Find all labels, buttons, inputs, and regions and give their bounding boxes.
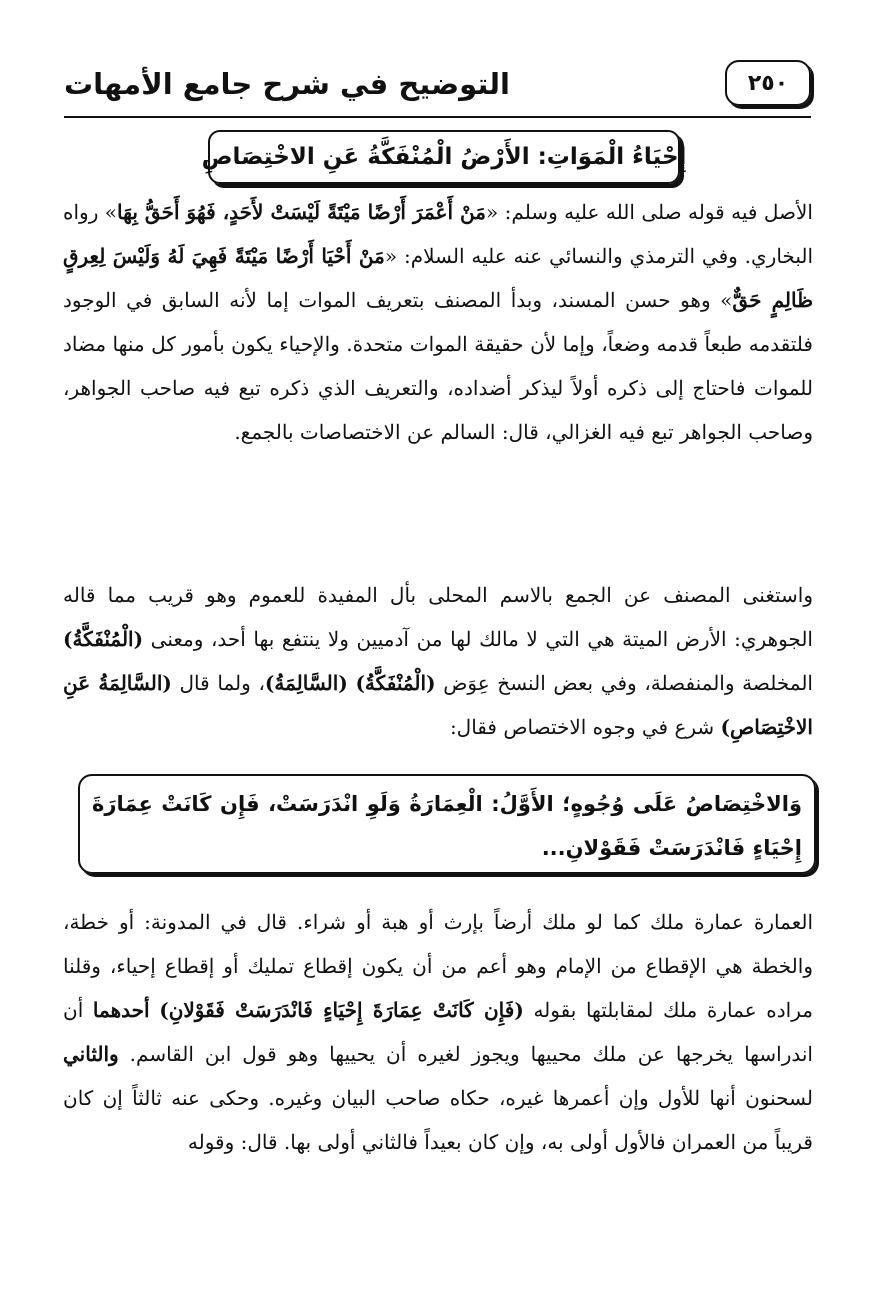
- text: المخلصة والمنفصلة، وفي بعض النسخ عِوَض: [435, 671, 813, 695]
- hadith-quote-2: مَنْ أَحْيَا أَرْضًا مَيْتَةً فَهِيَ لَهُ وَلَيْسَ لِعِرقٍ ظَالِمٍ حَقٌّ: [63, 244, 813, 312]
- quoted-term: (السَّالِمَةُ): [264, 671, 348, 695]
- text: ، ولما قال: [171, 671, 265, 695]
- text: العمارة عمارة ملك كما لو ملك أرضاً بإرث أو هبة أو شراء. قال في المدونة: أو خطة، والخطة هي الإقطاع من الإمام وهو أعم من أن يكون إقطاع تمليك أو إقطاع إحياء، وقلنا مراده عمارة ملك لمقابلتها بقوله: [63, 910, 813, 1022]
- paragraph-2: [63, 573, 813, 749]
- text: شرع في وجوه الاختصاص فقال:: [449, 715, 721, 739]
- quoted-term: والثاني: [63, 1042, 119, 1066]
- quoted-term: أحدهما: [92, 998, 150, 1022]
- running-title: التوضيح في شرح جامع الأمهات: [64, 67, 511, 101]
- hadith-quote-1: مَنْ أَعْمَرَ أَرْضًا مَيْتَةً لَيْسَتْ لأَحَدٍ، فَهُوَ أَحَقُّ بِهَا: [117, 200, 486, 224]
- text: لسحنون أنها للأول وإن أعمرها غيره، حكاه صاحب البيان وغيره. وحكى عنه ثالثاً إن كان قريباً من العمران فالأول أولى به، وإن كان بعيداً فالثاني أولى بها. قال: وقوله: [63, 1086, 813, 1154]
- text: الأصل فيه قوله صلى الله عليه وسلم: «: [486, 200, 813, 224]
- text: [150, 998, 160, 1022]
- text: » وهو حسن المسند، وبدأ المصنف بتعريف الموات إما لأنه السابق في الوجود فلتقدمه طبعاً قدمه وضعاً، وإما لأن حقيقة الموات متحدة. والإحياء يكون بأمور كل منها مضاد للموات فاحتاج إلى ذكره أولاً ليذكر أضداده، والتعريف الذي ذكره تبع فيه صاحب الجواهر، وصاحب الجواهر تبع فيه الغزالي، قال: السالم عن الاختصاصات بالجمع.: [63, 288, 813, 444]
- text: » رواه البخاري. وفي الترمذي والنسائي عنه عليه السلام: «: [63, 200, 814, 268]
- paragraph-3: [63, 900, 813, 1164]
- header-rule: [64, 116, 811, 118]
- page-number: ٢٥٠: [725, 60, 811, 106]
- running-header: [64, 58, 811, 116]
- quoted-term: (فَإِن كَانَتْ عِمَارَةَ إِحْيَاءٍ فَانْدَرَسَتْ فَقَوْلانِ): [159, 998, 524, 1022]
- paragraph-1: [63, 190, 813, 454]
- text: واستغنى المصنف عن الجمع بالاسم المحلى بأل المفيدة للعموم وهو قريب مما قاله الجوهري: الأرض الميتة هي التي لا مالك لها من آدميين ولا ينتفع بها أحد، ومعنى: [63, 583, 813, 651]
- section-heading: إِحْيَاءُ الْمَوَاتِ: الأَرْضُ الْمُنْفَكَّةُ عَنِ الاخْتِصَاصِ: [208, 130, 680, 184]
- quoted-term: (الْمُنْفَكَّةُ): [63, 627, 144, 651]
- matn-quote-box: وَالاخْتِصَاصُ عَلَى وُجُوهٍ؛ الأَوَّلُ: الْعِمَارَةُ وَلَوِ انْدَرَسَتْ، فَإِن كَانَتْ عِمَارَةَ إِحْيَاءٍ فَانْدَرَسَتْ فَقَوْلانِ...: [78, 774, 816, 874]
- quoted-term: (السَّالِمَةُ عَنِ الاخْتِصَاصِ): [63, 671, 813, 739]
- text: أن اندراسها يخرجها عن ملك محييها ويجوز لغيره أن يحييها وهو قول ابن القاسم.: [63, 998, 813, 1066]
- quoted-term: (الْمُنْفَكَّةُ): [355, 671, 436, 695]
